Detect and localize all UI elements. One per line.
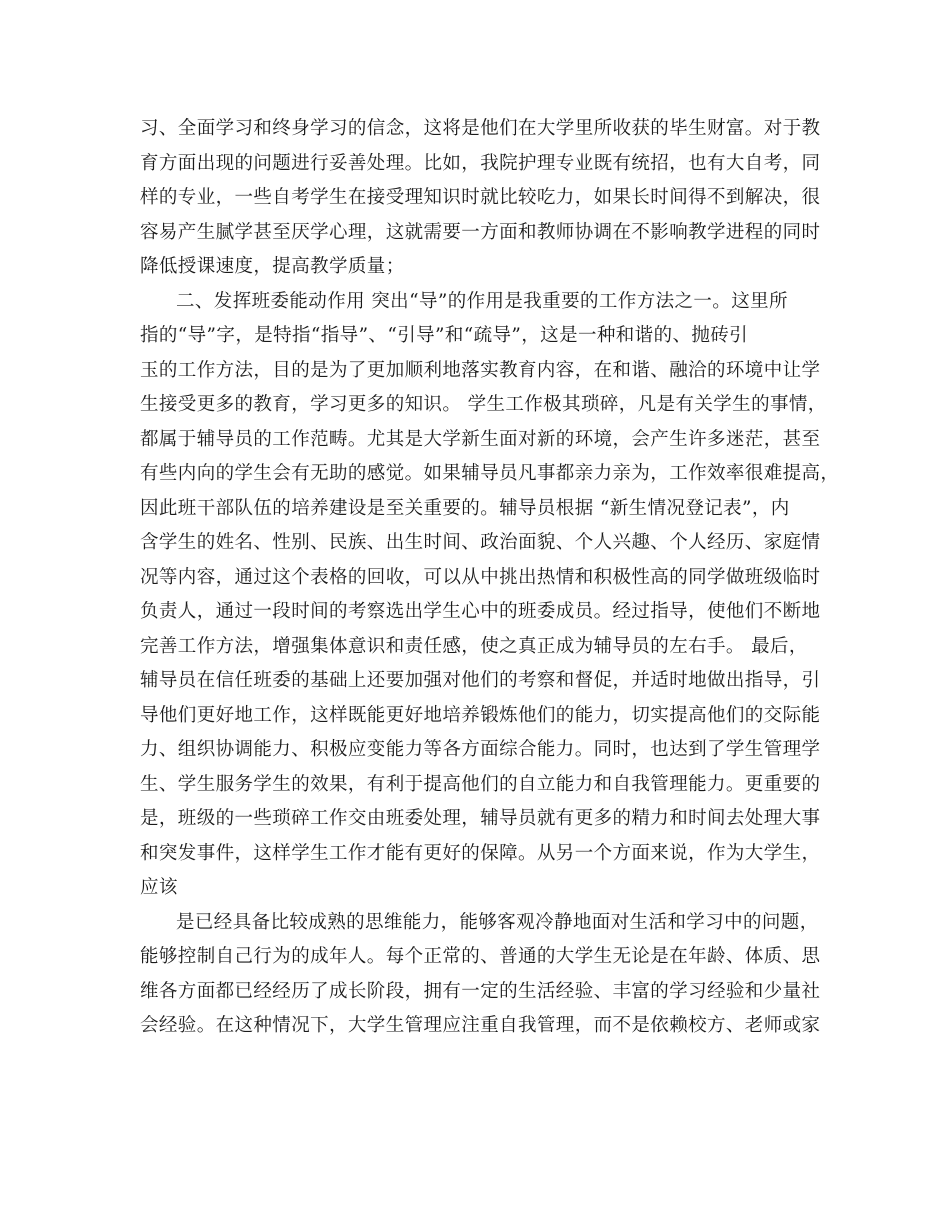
text-line: 应该	[140, 877, 178, 898]
text-line: 辅导员在信任班委的基础上还要加强对他们的考察和督促，并适时地做出指导，引	[140, 670, 821, 691]
text-line: 完善工作方法，增强集体意识和责任感，使之真正成为辅导员的左右手。 最后，	[140, 635, 808, 657]
text-line: 况等内容，通过这个表格的回收，可以从中挑出热情和积极性高的同学做班级临时	[140, 566, 821, 588]
text-line: 和突发事件，这样学生工作才能有更好的保障。从另一个方面来说，作为大学生，	[140, 842, 821, 864]
text-line: 有些内向的学生会有无助的感觉。如果辅导员凡事都亲力亲为，工作效率很难提高，	[140, 463, 840, 484]
text-line: 负责人，通过一段时间的考察选出学生心中的班委成员。经过指导，使他们不断地	[140, 601, 821, 622]
text-line: 生接受更多的教育，学习更多的知识。 学生工作极其琐碎，凡是有关学生的事情，	[140, 394, 827, 415]
paragraph-start-line: 二、发挥班委能动作用 突出“导”的作用是我重要的工作方法之一。这里所	[176, 290, 788, 312]
document-body	[140, 112, 840, 1044]
text-line: 习、全面学习和终身学习的信念，这将是他们在大学里所收获的毕生财富。对于教	[140, 118, 821, 139]
text-line: 因此班干部队伍的培养建设是至关重要的。辅导员根据 “新生情况登记表”，内	[140, 497, 790, 519]
text-line: 育方面出现的问题进行妥善处理。比如，我院护理专业既有统招，也有大自考，同	[140, 152, 821, 174]
text-line: 样的专业，一些自考学生在接受理知识时就比较吃力，如果长时间得不到解决，很	[140, 187, 821, 208]
text-line: 力、组织协调能力、积极应变能力等各方面综合能力。同时，也达到了学生管理学	[140, 739, 821, 760]
text-line: 生、学生服务学生的效果，有利于提高他们的自立能力和自我管理能力。更重要的	[140, 773, 821, 795]
text-line: 降低授课速度，提高教学质量；	[140, 256, 405, 277]
text-line: 是，班级的一些琐碎工作交由班委处理，辅导员就有更多的精力和时间去处理大事	[140, 808, 821, 829]
text-line: 维各方面都已经经历了成长阶段，拥有一定的生活经验、丰富的学习经验和少量社	[140, 980, 821, 1002]
text-line: 会经验。在这种情况下，大学生管理应注重自我管理，而不是依赖校方、老师或家	[140, 1015, 821, 1036]
text-line: 容易产生腻学甚至厌学心理，这就需要一方面和教师协调在不影响教学进程的同时	[140, 221, 821, 243]
text-line: 含学生的姓名、性别、民族、出生时间、政治面貌、个人兴趣、个人经历、家庭情	[140, 532, 821, 553]
text-line: 指的“导”字，是特指“指导”、“引导”和“疏导”，这是一种和谐的、抛砖引	[140, 325, 749, 346]
text-line: 导他们更好地工作，这样既能更好地培养锻炼他们的能力，切实提高他们的交际能	[140, 704, 821, 726]
text-line: 都属于辅导员的工作范畴。尤其是大学新生面对新的环境，会产生许多迷茫，甚至	[140, 428, 821, 450]
paragraph-start-line: 是已经具备比较成熟的思维能力，能够客观冷静地面对生活和学习中的问题，	[176, 911, 819, 933]
text-line: 能够控制自己行为的成年人。每个正常的、普通的大学生无论是在年龄、体质、思	[140, 946, 821, 967]
text-line: 玉的工作方法，目的是为了更加顺利地落实教育内容，在和谐、融洽的环境中让学	[140, 359, 821, 381]
